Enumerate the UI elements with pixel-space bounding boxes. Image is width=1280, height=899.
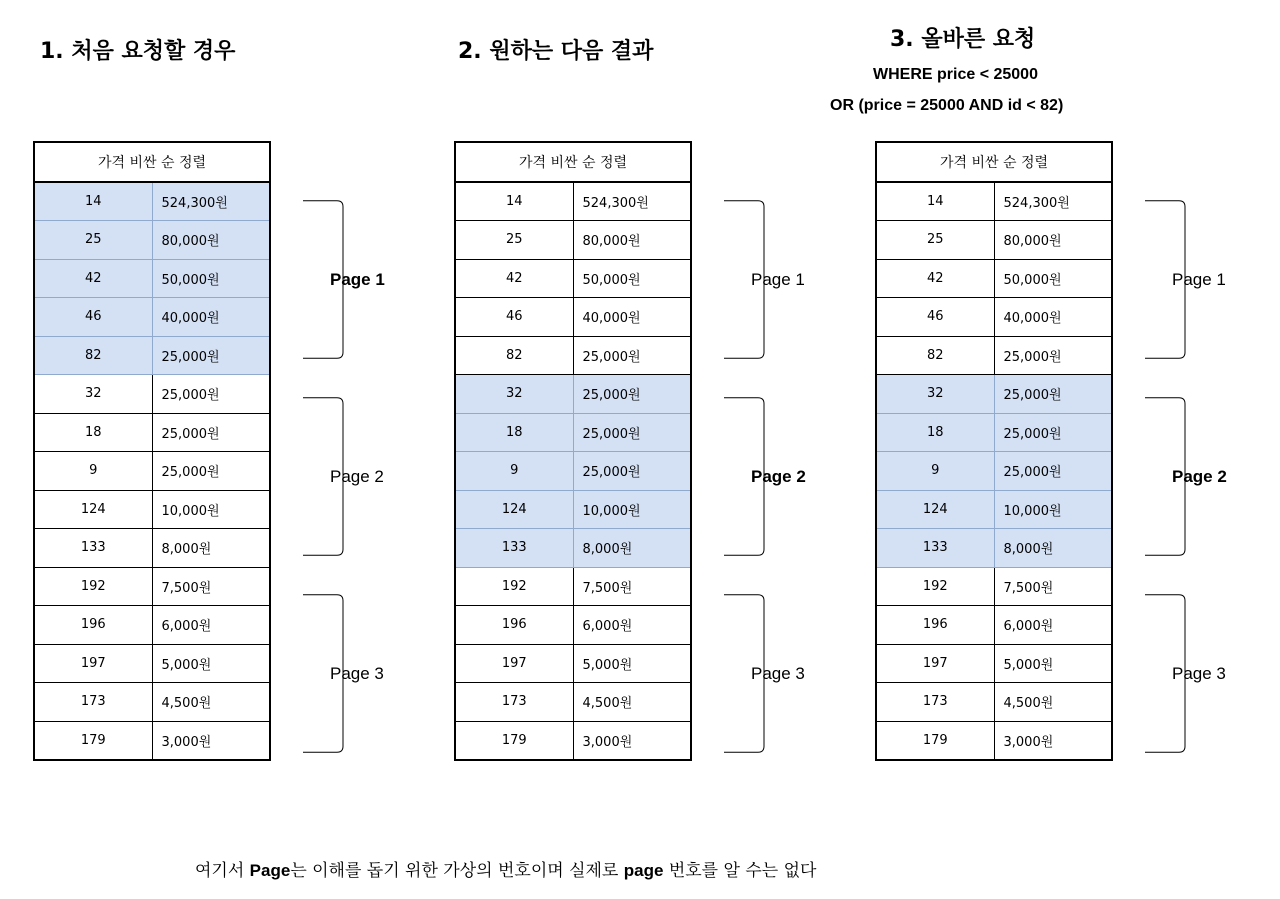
row-id: 173 xyxy=(876,683,994,722)
row-id: 46 xyxy=(34,298,152,337)
row-price: 524,300원 xyxy=(994,182,1112,221)
row-price: 25,000원 xyxy=(994,375,1112,414)
table-row xyxy=(876,567,1112,606)
page-brackets xyxy=(1143,0,1203,899)
row-price: 10,000원 xyxy=(152,490,270,529)
row-id: 82 xyxy=(455,336,573,375)
table-header: 가격 비싼 순 정렬 xyxy=(455,142,691,182)
row-price: 80,000원 xyxy=(152,221,270,260)
table-row xyxy=(34,567,270,606)
row-id: 179 xyxy=(34,721,152,760)
row-price: 6,000원 xyxy=(994,606,1112,645)
table-row xyxy=(455,529,691,568)
row-price: 524,300원 xyxy=(573,182,691,221)
page-label: Page 2 xyxy=(330,466,384,486)
row-id: 196 xyxy=(34,606,152,645)
row-id: 196 xyxy=(876,606,994,645)
row-id: 9 xyxy=(876,452,994,491)
row-price: 25,000원 xyxy=(152,336,270,375)
page-label: Page 1 xyxy=(751,269,805,289)
row-price: 50,000원 xyxy=(994,259,1112,298)
panel-title: 1. 처음 요청할 경우 xyxy=(40,39,236,64)
note-text-3: 번호를 알 수는 없다 xyxy=(663,861,817,881)
table-row xyxy=(34,336,270,375)
row-id: 14 xyxy=(455,182,573,221)
table-row xyxy=(34,529,270,568)
row-price: 25,000원 xyxy=(152,413,270,452)
row-id: 42 xyxy=(876,259,994,298)
row-id: 14 xyxy=(34,182,152,221)
row-id: 18 xyxy=(34,413,152,452)
footnote xyxy=(195,856,816,881)
sorted-price-table xyxy=(33,141,271,761)
table-row xyxy=(455,721,691,760)
table-row xyxy=(34,221,270,260)
row-price: 80,000원 xyxy=(573,221,691,260)
row-price: 25,000원 xyxy=(152,375,270,414)
page-label: Page 1 xyxy=(330,269,385,289)
table-row xyxy=(455,221,691,260)
table-row xyxy=(34,606,270,645)
page-label: Page 1 xyxy=(1172,269,1226,289)
row-id: 192 xyxy=(876,567,994,606)
row-id: 25 xyxy=(455,221,573,260)
row-id: 197 xyxy=(34,644,152,683)
page-brackets xyxy=(722,0,782,899)
row-id: 46 xyxy=(876,298,994,337)
row-id: 192 xyxy=(34,567,152,606)
row-price: 25,000원 xyxy=(573,336,691,375)
row-price: 8,000원 xyxy=(573,529,691,568)
row-price: 40,000원 xyxy=(994,298,1112,337)
table-row xyxy=(876,452,1112,491)
row-price: 4,500원 xyxy=(573,683,691,722)
table-row xyxy=(455,336,691,375)
row-price: 8,000원 xyxy=(152,529,270,568)
row-price: 25,000원 xyxy=(994,452,1112,491)
table-row xyxy=(455,182,691,221)
row-price: 25,000원 xyxy=(573,413,691,452)
sorted-price-table xyxy=(454,141,692,761)
page-label: Page 2 xyxy=(751,466,806,486)
row-price: 25,000원 xyxy=(573,452,691,491)
table-row xyxy=(455,644,691,683)
row-price: 25,000원 xyxy=(994,336,1112,375)
row-price: 5,000원 xyxy=(994,644,1112,683)
row-price: 25,000원 xyxy=(994,413,1112,452)
row-price: 3,000원 xyxy=(994,721,1112,760)
row-price: 8,000원 xyxy=(994,529,1112,568)
table-row xyxy=(455,606,691,645)
row-id: 124 xyxy=(455,490,573,529)
row-id: 133 xyxy=(34,529,152,568)
page-label: Page 3 xyxy=(1172,663,1226,683)
row-id: 196 xyxy=(455,606,573,645)
row-price: 6,000원 xyxy=(152,606,270,645)
note-bold-2: page xyxy=(623,861,664,880)
table-row xyxy=(876,336,1112,375)
row-id: 124 xyxy=(876,490,994,529)
row-price: 7,500원 xyxy=(573,567,691,606)
sorted-price-table xyxy=(875,141,1113,761)
row-price: 50,000원 xyxy=(573,259,691,298)
panel-title: 3. 올바른 요청 xyxy=(890,27,1036,52)
row-id: 82 xyxy=(876,336,994,375)
page-label: Page 2 xyxy=(1172,466,1227,486)
row-price: 524,300원 xyxy=(152,182,270,221)
row-id: 32 xyxy=(455,375,573,414)
row-price: 50,000원 xyxy=(152,259,270,298)
table-row xyxy=(876,221,1112,260)
row-id: 9 xyxy=(34,452,152,491)
row-id: 179 xyxy=(876,721,994,760)
row-id: 197 xyxy=(455,644,573,683)
table-row xyxy=(455,413,691,452)
table-row xyxy=(876,375,1112,414)
table-row xyxy=(34,182,270,221)
row-id: 25 xyxy=(34,221,152,260)
row-price: 4,500원 xyxy=(994,683,1112,722)
table-header: 가격 비싼 순 정렬 xyxy=(876,142,1112,182)
row-id: 42 xyxy=(34,259,152,298)
table-row xyxy=(455,683,691,722)
row-id: 192 xyxy=(455,567,573,606)
row-price: 10,000원 xyxy=(994,490,1112,529)
page-brackets xyxy=(301,0,361,899)
row-id: 32 xyxy=(876,375,994,414)
note-bold-1: Page xyxy=(249,861,291,880)
table-row xyxy=(455,375,691,414)
table-row xyxy=(34,298,270,337)
row-price: 40,000원 xyxy=(152,298,270,337)
row-price: 7,500원 xyxy=(994,567,1112,606)
table-row xyxy=(876,529,1112,568)
note-text-1: 여기서 xyxy=(195,861,250,881)
row-price: 5,000원 xyxy=(152,644,270,683)
table-header: 가격 비싼 순 정렬 xyxy=(34,142,270,182)
row-id: 133 xyxy=(876,529,994,568)
row-price: 25,000원 xyxy=(573,375,691,414)
row-price: 4,500원 xyxy=(152,683,270,722)
panel-title: 2. 원하는 다음 결과 xyxy=(458,39,654,64)
row-price: 25,000원 xyxy=(152,452,270,491)
row-id: 42 xyxy=(455,259,573,298)
row-price: 3,000원 xyxy=(152,721,270,760)
table-row xyxy=(34,490,270,529)
table-row xyxy=(876,721,1112,760)
row-id: 173 xyxy=(34,683,152,722)
row-id: 14 xyxy=(876,182,994,221)
table-row xyxy=(455,298,691,337)
table-row xyxy=(34,452,270,491)
row-price: 7,500원 xyxy=(152,567,270,606)
query-condition-line: WHERE price < 25000 xyxy=(873,66,1038,83)
table-row xyxy=(876,259,1112,298)
row-id: 9 xyxy=(455,452,573,491)
row-id: 133 xyxy=(455,529,573,568)
note-text-2: 는 이해를 돕기 위한 가상의 번호이며 실제로 xyxy=(290,861,624,881)
row-price: 10,000원 xyxy=(573,490,691,529)
table-row xyxy=(876,413,1112,452)
row-price: 3,000원 xyxy=(573,721,691,760)
row-id: 124 xyxy=(34,490,152,529)
page-label: Page 3 xyxy=(751,663,805,683)
table-row xyxy=(34,413,270,452)
row-id: 197 xyxy=(876,644,994,683)
table-row xyxy=(455,452,691,491)
row-id: 46 xyxy=(455,298,573,337)
table-row xyxy=(34,375,270,414)
row-price: 80,000원 xyxy=(994,221,1112,260)
query-condition-line: OR (price = 25000 AND id < 82) xyxy=(830,97,1064,114)
row-price: 40,000원 xyxy=(573,298,691,337)
row-id: 18 xyxy=(455,413,573,452)
row-id: 25 xyxy=(876,221,994,260)
table-row xyxy=(876,490,1112,529)
table-row xyxy=(876,298,1112,337)
table-row xyxy=(876,606,1112,645)
table-row xyxy=(455,490,691,529)
table-row xyxy=(876,683,1112,722)
row-id: 179 xyxy=(455,721,573,760)
table-row xyxy=(34,683,270,722)
table-row xyxy=(34,721,270,760)
row-id: 32 xyxy=(34,375,152,414)
row-id: 82 xyxy=(34,336,152,375)
table-row xyxy=(455,259,691,298)
table-row xyxy=(455,567,691,606)
table-row xyxy=(34,259,270,298)
table-row xyxy=(876,182,1112,221)
row-id: 173 xyxy=(455,683,573,722)
row-price: 6,000원 xyxy=(573,606,691,645)
row-id: 18 xyxy=(876,413,994,452)
table-row xyxy=(876,644,1112,683)
table-row xyxy=(34,644,270,683)
page-label: Page 3 xyxy=(330,663,384,683)
row-price: 5,000원 xyxy=(573,644,691,683)
